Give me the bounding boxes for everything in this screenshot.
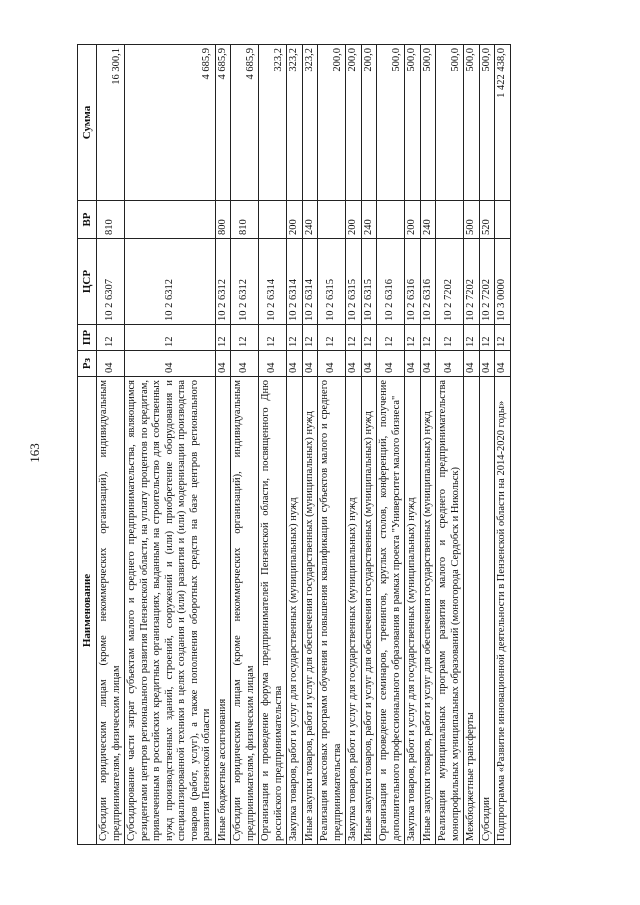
- cell-name: Иные закупки товаров, работ и услуг для обеспечения государственных (муниципальных) нужд: [420, 377, 436, 845]
- cell-pr: 12: [420, 325, 436, 351]
- table-row: [464, 45, 480, 845]
- rotated-page-content: [77, 45, 511, 845]
- cell-vr: 810: [97, 201, 125, 239]
- cell-vr: 500: [464, 201, 480, 239]
- budget-table: [77, 44, 511, 845]
- cell-name: Закупка товаров, работ и услуг для государственных (муниципальных) нужд: [346, 377, 362, 845]
- cell-csr: 10 2 6316: [405, 239, 421, 325]
- header-sum: Сумма: [78, 45, 97, 201]
- cell-name: Субсидии юридическим лицам (кроме некоммерческих организаций), индивидуальным предпринимателям, физическим лицам: [231, 377, 259, 845]
- table-row: [377, 45, 405, 845]
- cell-pr: 12: [125, 325, 216, 351]
- cell-pr: 12: [318, 325, 346, 351]
- table-row: [436, 45, 464, 845]
- table-row: [231, 45, 259, 845]
- cell-csr: 10 3 0000: [495, 239, 511, 325]
- table-row: [420, 45, 436, 845]
- cell-vr: [259, 201, 287, 239]
- cell-name: Иные закупки товаров, работ и услуг для обеспечения государственных (муниципальных) нужд: [302, 377, 318, 845]
- cell-name: Субсидии юридическим лицам (кроме некоммерческих организаций), индивидуальным предпринимателям, физическим лицам: [97, 377, 125, 845]
- cell-rz: 04: [495, 351, 511, 377]
- cell-vr: 240: [302, 201, 318, 239]
- cell-csr: 10 2 6314: [302, 239, 318, 325]
- cell-name: Иные бюджетные ассигнования: [215, 377, 231, 845]
- cell-vr: [377, 201, 405, 239]
- cell-sum: 500,0: [377, 45, 405, 201]
- cell-sum: 323,2: [287, 45, 303, 201]
- cell-pr: 12: [377, 325, 405, 351]
- table-row: [479, 45, 495, 845]
- cell-vr: 200: [346, 201, 362, 239]
- header-vr: ВР: [78, 201, 97, 239]
- table-row: [495, 45, 511, 845]
- cell-sum: 4 685,9: [215, 45, 231, 201]
- cell-csr: 10 2 6312: [231, 239, 259, 325]
- cell-name: Реализация массовых программ обучения и повышения квалификации субъектов малого и среднего предпринимательства: [318, 377, 346, 845]
- cell-vr: 200: [405, 201, 421, 239]
- table-row: [302, 45, 318, 845]
- cell-vr: 200: [287, 201, 303, 239]
- cell-csr: 10 2 6316: [420, 239, 436, 325]
- cell-vr: [125, 201, 216, 239]
- cell-pr: 12: [259, 325, 287, 351]
- table-row: [287, 45, 303, 845]
- cell-name: Организация и проведение форума предпринимателей Пензенской области, посвященного Дню российского предпринимательства: [259, 377, 287, 845]
- cell-name: Реализация муниципальных программ развития малого и среднего предпринимательства монопрофильных муниципальных образований (моногорода Сердобск и Никольск): [436, 377, 464, 845]
- cell-name: Субсидирование части затрат субъектам малого и среднего предпринимательства, являющимся резидентами центров регионального развития Пензенской области, на уплату процентов по кредитам, привлеченным в российских кредитных организациях, выданным на строительство для собственных нужд производственных зданий, строений, сооружений и (или) приобретение оборудования и специализированной техники в целях создания и (или) развития и (или) модернизации производства товаров (работ, услуг), а также пополнения оборотных средств на базе центров регионального развития Пензенской области: [125, 377, 216, 845]
- cell-rz: 04: [377, 351, 405, 377]
- cell-csr: 10 2 6315: [318, 239, 346, 325]
- cell-rz: 04: [479, 351, 495, 377]
- header-csr: ЦСР: [78, 239, 97, 325]
- table-row: [97, 45, 125, 845]
- cell-rz: 04: [215, 351, 231, 377]
- table-row: [361, 45, 377, 845]
- cell-sum: 500,0: [420, 45, 436, 201]
- cell-pr: 12: [231, 325, 259, 351]
- cell-sum: 1 422 438,0: [495, 45, 511, 201]
- cell-name: Иные закупки товаров, работ и услуг для обеспечения государственных (муниципальных) нужд: [361, 377, 377, 845]
- cell-rz: 04: [436, 351, 464, 377]
- cell-pr: 12: [495, 325, 511, 351]
- cell-vr: [436, 201, 464, 239]
- cell-rz: 04: [97, 351, 125, 377]
- cell-rz: 04: [361, 351, 377, 377]
- cell-vr: 810: [231, 201, 259, 239]
- cell-name: Закупка товаров, работ и услуг для государственных (муниципальных) нужд: [287, 377, 303, 845]
- cell-csr: 10 2 6315: [361, 239, 377, 325]
- cell-rz: 04: [318, 351, 346, 377]
- cell-pr: 12: [215, 325, 231, 351]
- cell-sum: 500,0: [405, 45, 421, 201]
- cell-sum: 323,2: [259, 45, 287, 201]
- cell-pr: 12: [287, 325, 303, 351]
- table-header-row: [78, 45, 97, 845]
- cell-csr: 10 2 6314: [259, 239, 287, 325]
- cell-sum: 200,0: [346, 45, 362, 201]
- cell-pr: 12: [97, 325, 125, 351]
- cell-rz: 04: [420, 351, 436, 377]
- cell-sum: 4 685,9: [231, 45, 259, 201]
- table-row: [125, 45, 216, 845]
- table-row: [259, 45, 287, 845]
- cell-name: Закупка товаров, работ и услуг для государственных (муниципальных) нужд: [405, 377, 421, 845]
- cell-vr: 240: [361, 201, 377, 239]
- cell-sum: 200,0: [361, 45, 377, 201]
- cell-rz: 04: [287, 351, 303, 377]
- cell-rz: 04: [346, 351, 362, 377]
- cell-name: Подпрограмма «Развитие инновационной деятельности в Пензенской области на 2014-2020 годы»: [495, 377, 511, 845]
- cell-csr: 10 2 6314: [287, 239, 303, 325]
- table-row: [405, 45, 421, 845]
- page-number: 163: [27, 443, 42, 463]
- table-row: [215, 45, 231, 845]
- cell-rz: 04: [125, 351, 216, 377]
- cell-rz: 04: [302, 351, 318, 377]
- cell-pr: 12: [346, 325, 362, 351]
- cell-pr: 12: [405, 325, 421, 351]
- cell-rz: 04: [464, 351, 480, 377]
- cell-csr: 10 2 7202: [479, 239, 495, 325]
- cell-rz: 04: [405, 351, 421, 377]
- cell-rz: 04: [259, 351, 287, 377]
- cell-sum: 16 300,1: [97, 45, 125, 201]
- cell-vr: 800: [215, 201, 231, 239]
- cell-sum: 500,0: [479, 45, 495, 201]
- cell-sum: 4 685,9: [125, 45, 216, 201]
- cell-name: Субсидии: [479, 377, 495, 845]
- header-name: Наименование: [78, 377, 97, 845]
- header-pr: ПР: [78, 325, 97, 351]
- cell-csr: 10 2 6316: [377, 239, 405, 325]
- cell-pr: 12: [436, 325, 464, 351]
- cell-csr: 10 2 6312: [215, 239, 231, 325]
- cell-pr: 12: [361, 325, 377, 351]
- cell-pr: 12: [464, 325, 480, 351]
- table-row: [346, 45, 362, 845]
- cell-csr: 10 2 6312: [125, 239, 216, 325]
- cell-vr: [495, 201, 511, 239]
- cell-rz: 04: [231, 351, 259, 377]
- header-rz: Рз: [78, 351, 97, 377]
- cell-name: Организация и проведение семинаров, тренингов, круглых столов, конференций, получение дополнительного профессионального образования в рамках проекта "Университет малого бизнеса": [377, 377, 405, 845]
- cell-sum: 323,2: [302, 45, 318, 201]
- cell-vr: 240: [420, 201, 436, 239]
- cell-csr: 10 2 6315: [346, 239, 362, 325]
- cell-csr: 10 2 7202: [464, 239, 480, 325]
- cell-pr: 12: [479, 325, 495, 351]
- table-row: [318, 45, 346, 845]
- cell-pr: 12: [302, 325, 318, 351]
- cell-sum: 200,0: [318, 45, 346, 201]
- cell-vr: 520: [479, 201, 495, 239]
- cell-vr: [318, 201, 346, 239]
- cell-name: Межбюджетные трансферты: [464, 377, 480, 845]
- cell-sum: 500,0: [436, 45, 464, 201]
- cell-csr: 10 2 6307: [97, 239, 125, 325]
- cell-csr: 10 2 7202: [436, 239, 464, 325]
- cell-sum: 500,0: [464, 45, 480, 201]
